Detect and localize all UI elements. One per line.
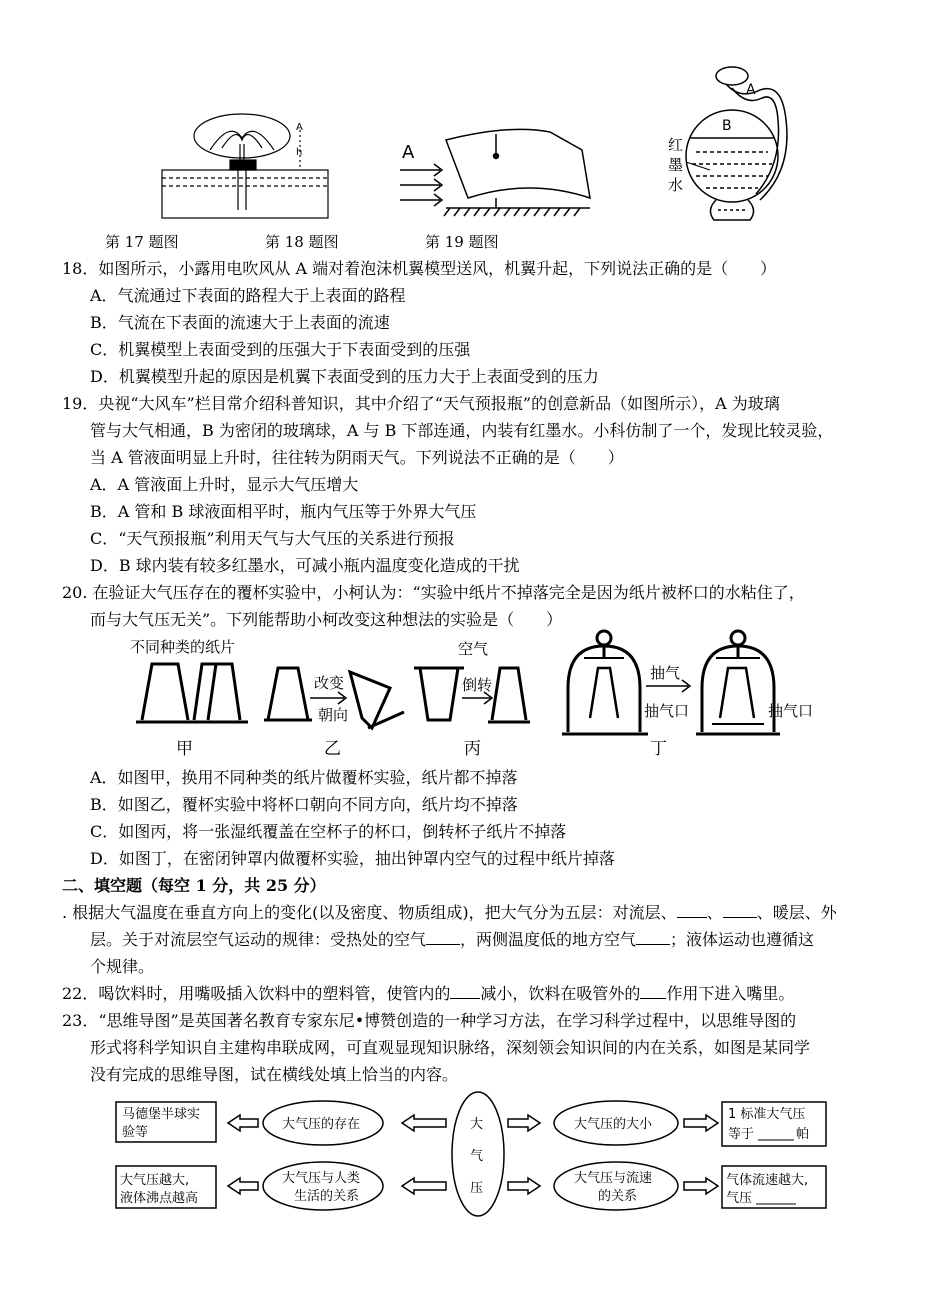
fig19-weather-bottle-diagram <box>668 67 787 220</box>
q18-option-b: B．气流在下表面的流速大于上表面的流速 <box>90 313 390 332</box>
q19-stem-line2: 管与大气相通，B 为密闭的玻璃球，A 与 B 下部连通，内装有红墨水。小科仿制了一个，发现比较灵验， <box>90 421 834 440</box>
ding-label-3: 抽气口 <box>768 702 814 720</box>
fig19-label-water: 水 <box>668 176 684 194</box>
mindmap-center-1: 大 <box>470 1117 484 1132</box>
fig19-label-ink: 墨 <box>668 156 684 174</box>
q18-option-a: A．气流通过下表面的路程大于上表面的路程 <box>90 286 406 305</box>
bing-label: 倒转 <box>462 676 493 694</box>
q21-text-2b: ，两侧温度低的地方空气 <box>460 930 637 949</box>
mindmap-center-3: 压 <box>470 1181 484 1196</box>
q20-option-c: C．如图丙，将一张湿纸覆盖在空杯子的杯口，倒转杯子纸片不掉落 <box>90 822 567 841</box>
q20-option-b: B．如图乙，覆杯实验中将杯口朝向不同方向，纸片均不掉落 <box>90 795 518 814</box>
q21-blank-1[interactable] <box>677 903 707 918</box>
yi-label-2: 朝向 <box>318 706 349 724</box>
q21-blank-3[interactable] <box>426 930 460 945</box>
q20-stem-line2: 而与大气压无关”。下列能帮助小柯改变这种想法的实验是（ ） <box>90 610 563 629</box>
mindmap-right-top-box-2: 等于 <box>728 1127 755 1142</box>
svg-text:A: A <box>296 122 303 133</box>
mindmap-arrow-left-bottom-1 <box>228 1178 258 1194</box>
q22-line <box>62 984 794 1004</box>
mindmap-arrow-right-bottom-2 <box>684 1178 718 1194</box>
q21-blank-4[interactable] <box>636 930 670 945</box>
q21-text-1c: 、暖层、外 <box>756 903 837 922</box>
q19-option-b: B．A 管和 B 球液面相平时，瓶内气压等于外界大气压 <box>90 502 477 521</box>
mindmap-left-bottom-box-1: 大气压越大, <box>120 1173 190 1188</box>
q23-stem-line1: 23．“思维导图”是英国著名教育专家东尼•博赞创造的一种学习方法，在学习科学过程中，以思维导图的 <box>62 1011 797 1030</box>
svg-text:h: h <box>296 147 303 158</box>
fig18-label-a: A <box>402 142 415 163</box>
q23-stem-line3: 没有完成的思维导图，试在横线处填上恰当的内容。 <box>90 1065 459 1084</box>
q21-text-2c: ；液体运动也遵循这 <box>670 930 815 949</box>
q22-blank-2[interactable] <box>640 984 666 999</box>
q19-stem-line3: 当 A 管液面明显上升时，往往转为阴雨天气。下列说法不正确的是（ ） <box>90 448 624 467</box>
caption-yi: 乙 <box>324 739 341 759</box>
mindmap-arrow-right-bottom-1 <box>508 1178 540 1194</box>
q22-text-a: 22．喝饮料时，用嘴吸插入饮料中的塑料管，使管内的 <box>62 984 451 1003</box>
q20-stem-line1: 20. 在验证大气压存在的覆杯实验中，小柯认为：“实验中纸片不掉落完全是因为纸片被杯口的水粘住了， <box>62 583 805 602</box>
mindmap-right-bottom-oval-2: 的关系 <box>598 1189 638 1204</box>
caption-jia: 甲 <box>176 739 193 759</box>
q21-line1 <box>62 903 837 923</box>
mindmap-center-2: 气 <box>470 1149 484 1164</box>
q22-text-c: 作用下进入嘴里。 <box>666 984 795 1003</box>
bing-top-label: 空气 <box>458 640 489 658</box>
mindmap-right-bottom-box-2: 气压 <box>726 1191 753 1206</box>
caption-bing: 丙 <box>464 739 481 759</box>
q21-text-1a: . 根据大气温度在垂直方向上的变化(以及密度、物质组成)，把大气分为五层：对流层、 <box>62 903 677 922</box>
mindmap-left-top-box-2: 验等 <box>122 1125 149 1140</box>
yi-cup-1 <box>268 668 308 720</box>
mindmap-left-top-box-1: 马德堡半球实 <box>122 1107 201 1122</box>
q21-text-2a: 层。关于对流层空气运动的规律：受热处的空气 <box>90 930 427 949</box>
q19-option-d: D．B 球内装有较多红墨水，可减小瓶内温度变化造成的干扰 <box>90 556 520 575</box>
section2-title: 二、填空题（每空 1 分，共 25 分） <box>62 876 326 895</box>
q20-option-d: D．如图丁，在密闭钟罩内做覆杯实验，抽出钟罩内空气的过程中纸片掉落 <box>90 849 615 868</box>
fig19-label-a: A <box>746 82 756 98</box>
q20-option-a: A．如图甲，换用不同种类的纸片做覆杯实验，纸片都不掉落 <box>90 768 518 787</box>
q22-text-b: 减小，饮料在吸管外的 <box>480 984 641 1003</box>
q18-option-d: D．机翼模型升起的原因是机翼下表面受到的压力大于上表面受到的压力 <box>90 367 599 386</box>
fig17-caption: 第 17 题图 <box>105 233 179 251</box>
q23-mind-map <box>112 1090 842 1220</box>
mindmap-right-top-oval-text: 大气压的大小 <box>574 1117 653 1132</box>
q19-option-c: C．“天气预报瓶”利用天气与大气压的关系进行预报 <box>90 529 455 548</box>
q18-option-c: C．机翼模型上表面受到的压强大于下表面受到的压强 <box>90 340 471 359</box>
mindmap-left-bottom-oval-1: 大气压与人类 <box>282 1171 361 1186</box>
ding-label-1: 抽气 <box>650 664 681 682</box>
bing-cup-1 <box>420 668 458 720</box>
mindmap-arrow-left-bottom-2 <box>402 1178 446 1194</box>
q21-line3: 个规律。 <box>90 957 155 976</box>
mindmap-left-bottom-box-2: 液体沸点越高 <box>120 1191 199 1206</box>
jia-cup-1 <box>142 664 188 720</box>
q22-blank-1[interactable] <box>450 984 480 999</box>
q18-stem: 18．如图所示，小露用电吹风从 A 端对着泡沫机翼模型送风，机翼升起，下列说法正确的是（ ） <box>62 259 777 278</box>
fig18-wing-diagram <box>400 129 590 216</box>
mindmap-arrow-right-top-1 <box>508 1115 540 1131</box>
fig19-label-b: B <box>722 118 732 134</box>
mindmap-right-top-box-3: 帕 <box>796 1127 810 1142</box>
q21-text-1b: 、 <box>706 903 723 922</box>
fig19-label-red: 红 <box>668 136 684 154</box>
mindmap-arrow-left-top-1 <box>228 1115 258 1131</box>
q20-experiment-figure <box>128 628 828 760</box>
mindmap-left-top-oval-text: 大气压的存在 <box>282 1117 361 1132</box>
bing-cup-2 <box>492 668 526 720</box>
fig19-caption: 第 19 题图 <box>425 233 499 251</box>
jia-cup-2 <box>208 664 240 720</box>
jia-top-label: 不同种类的纸片 <box>130 638 236 656</box>
q21-line2 <box>90 930 814 950</box>
ding-label-2: 抽气口 <box>644 702 690 720</box>
q23-stem-line2: 形式将科学知识自主建构串联成网，可直观显现知识脉络，深刻领会知识间的内在关系，如图是某同学 <box>90 1038 811 1057</box>
mindmap-right-bottom-box-1: 气体流速越大, <box>726 1173 809 1188</box>
q19-stem-line1: 19．央视“大风车”栏目常介绍科普知识，其中介绍了“天气预报瓶”的创意新品（如图所示），A 为玻璃 <box>62 394 780 413</box>
q19-option-a: A．A 管液面上升时，显示大气压增大 <box>90 475 359 494</box>
mindmap-arrow-left-top-2 <box>402 1115 446 1131</box>
fig17-fountain-diagram <box>162 114 328 218</box>
mindmap-right-bottom-oval-1: 大气压与流速 <box>574 1171 653 1186</box>
caption-ding: 丁 <box>650 739 667 759</box>
figures-17-19 <box>150 60 850 240</box>
fig18-caption: 第 18 题图 <box>265 233 339 251</box>
yi-label-1: 改变 <box>314 674 345 692</box>
mindmap-arrow-right-top-2 <box>684 1115 718 1131</box>
q21-blank-2[interactable] <box>723 903 757 918</box>
mindmap-left-bottom-oval-2: 生活的关系 <box>294 1189 360 1204</box>
mindmap-right-top-box-1: 1 标准大气压 <box>728 1107 806 1122</box>
